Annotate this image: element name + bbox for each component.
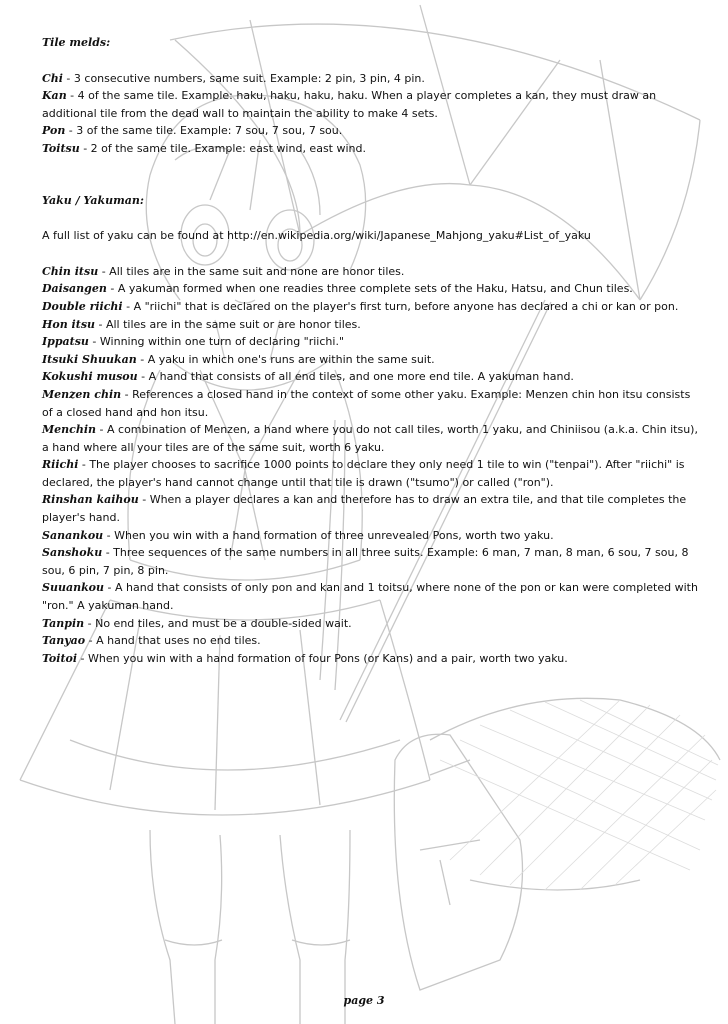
yaku-entry — [42, 527, 698, 545]
entry-term: Ippatsu — [42, 335, 89, 349]
yaku-entry — [42, 280, 698, 298]
document-body — [42, 34, 698, 667]
yaku-intro: A full list of yaku can be found at http://en.wikipedia.org/wiki/Japanese_Mahjong_yaku#List_of_yaku — [42, 229, 591, 243]
entry-description: - A hand that uses no end tiles. — [85, 634, 261, 648]
entry-description: - No end tiles, and must be a double-sided wait. — [84, 616, 352, 630]
yaku-entry — [42, 544, 698, 579]
yaku-entry — [42, 650, 698, 668]
entry-description: - A yakuman formed when one readies three complete sets of the Haku, Hatsu, and Chun tiles. — [106, 282, 633, 296]
entry-term: Kokushi musou — [42, 370, 138, 384]
entry-term: Sanshoku — [42, 546, 103, 560]
entry-description: - All tiles are in the same suit and none are honor tiles. — [98, 264, 405, 278]
entry-term: Chi — [42, 71, 63, 85]
entry-description: - The player chooses to sacrifice 1000 points to declare they only need 1 tile to win ("tenpai"). After "riichi" is declared, the player's hand cannot change until that tile is drawn ("tsumo") or called ("ron"). — [42, 458, 685, 489]
spacer — [42, 209, 698, 227]
yaku-entry — [42, 421, 698, 456]
entry-term: Kan — [42, 89, 67, 103]
entry-term: Rinshan kaihou — [42, 493, 139, 507]
entry-description: - A hand that consists of only pon and kan and 1 toitsu, where none of the pon or kan were completed with "ron." A yakuman hand. — [42, 581, 698, 613]
entry-term: Chin itsu — [42, 264, 99, 278]
entry-description: - Winning within one turn of declaring "riichi." — [88, 335, 344, 349]
entry-term: Itsuki Shuukan — [42, 352, 137, 366]
entry-term: Suuankou — [42, 581, 105, 595]
entry-term: Double riichi — [42, 299, 123, 313]
entry-description: - 3 consecutive numbers, same suit. Example: 2 pin, 3 pin, 4 pin. — [62, 71, 425, 85]
entry-term: Pon — [42, 124, 66, 138]
entry-description: - When you win with a hand formation of three unrevealed Pons, worth two yaku. — [103, 528, 554, 542]
entry-description: - A hand that consists of all end tiles, and one more end tile. A yakuman hand. — [137, 370, 574, 384]
yaku-entry — [42, 456, 698, 491]
spacer — [42, 158, 698, 192]
entry-description: - When you win with a hand formation of four Pons (or Kans) and a pair, worth two yaku. — [77, 651, 568, 665]
entry-term: Menzen chin — [42, 387, 122, 401]
tile-meld-entry — [42, 70, 698, 88]
entry-term: Hon itsu — [42, 317, 96, 331]
tile-meld-entry — [42, 87, 698, 122]
entry-description: - 4 of the same tile. Example: haku, haku, haku, haku. When a player completes a kan, they must draw an additional tile from the dead wall to maintain the ability to make 4 sets. — [42, 89, 657, 120]
spacer — [42, 52, 698, 70]
entry-description: - When a player declares a kan and therefore has to draw an extra tile, and that tile completes the player's hand. — [42, 493, 687, 525]
yaku-entry — [42, 632, 698, 650]
entry-description: - A "riichi" that is declared on the player's first turn, before anyone has declared a chi or kan or pon. — [122, 299, 679, 313]
yaku-entry — [42, 368, 698, 386]
entry-term: Sanankou — [42, 528, 104, 542]
yaku-entry — [42, 263, 698, 281]
yaku-entry — [42, 298, 698, 316]
tile-meld-entry — [42, 122, 698, 140]
entry-term: Toitsu — [42, 141, 80, 155]
entry-term: Menchin — [42, 423, 97, 437]
spacer — [42, 245, 698, 263]
entry-description: - A yaku in which one's runs are within the same suit. — [136, 352, 435, 366]
page-number: page 3 — [343, 994, 385, 1007]
yaku-entry — [42, 615, 698, 633]
tile-melds-heading: Tile melds: — [42, 36, 111, 49]
entry-description: - References a closed hand in the context of some other yaku. Example: Menzen chin hon itsu consists of a closed hand and hon itsu. — [42, 387, 691, 419]
yaku-entry — [42, 579, 698, 614]
entry-term: Toitoi — [42, 651, 78, 665]
entry-term: Riichi — [42, 458, 79, 472]
entry-description: - 3 of the same tile. Example: 7 sou, 7 sou, 7 sou. — [65, 124, 343, 138]
entry-description: - A combination of Menzen, a hand where you do not call tiles, worth 1 yaku, and Chiniisou (a.k.a. Chin itsu), a hand where all your tiles are of the same suit, worth 6 yaku. — [42, 423, 698, 454]
entry-description: - Three sequences of the same numbers in all three suits. Example: 6 man, 7 man, 8 man, 6 sou, 7 sou, 8 sou, 6 pin, 7 pin, 8 pin. — [42, 546, 689, 577]
entry-term: Daisangen — [42, 282, 107, 296]
yaku-entry — [42, 333, 698, 351]
entry-term: Tanyao — [42, 634, 86, 648]
entry-term: Tanpin — [42, 616, 85, 630]
yaku-entry — [42, 351, 698, 369]
tile-meld-entry — [42, 140, 698, 158]
yaku-entry — [42, 491, 698, 526]
yaku-heading: Yaku / Yakuman: — [42, 193, 144, 207]
entry-description: - 2 of the same tile. Example: east wind, east wind. — [79, 141, 366, 155]
yaku-entry — [42, 386, 698, 421]
yaku-entry — [42, 316, 698, 334]
entry-description: - All tiles are in the same suit or are honor tiles. — [95, 317, 361, 331]
